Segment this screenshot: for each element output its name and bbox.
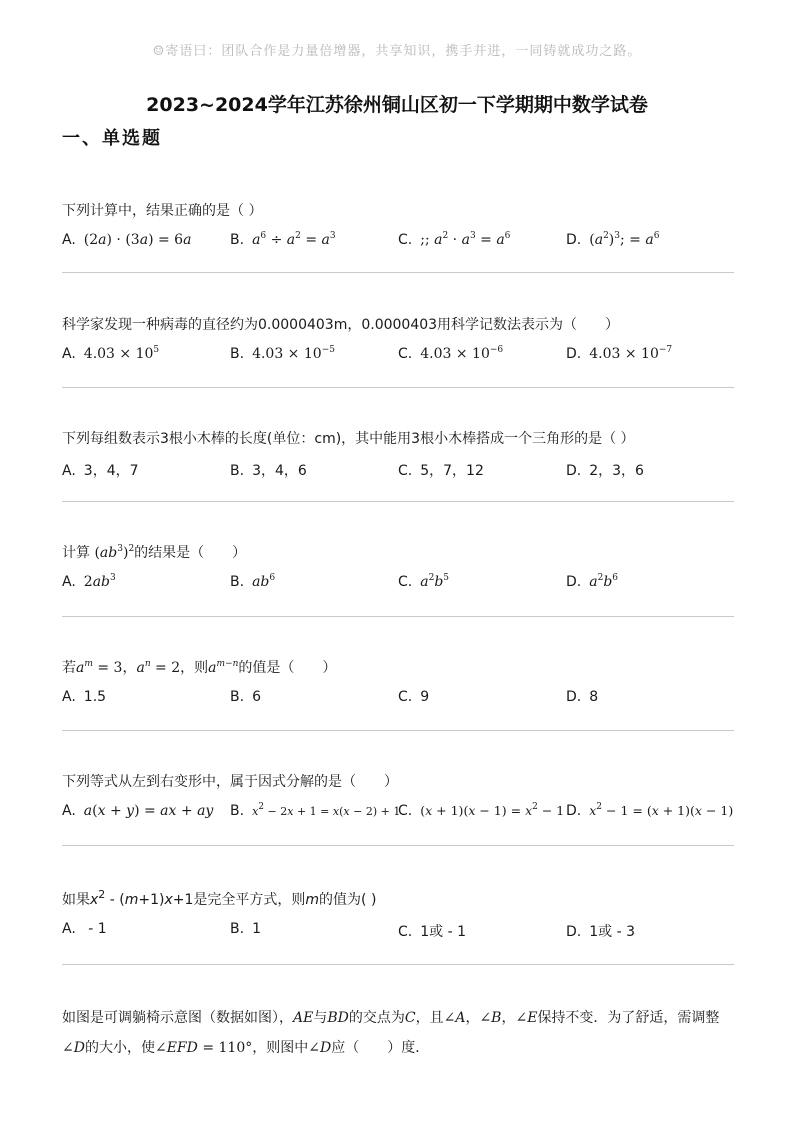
option-letter: B. xyxy=(230,689,245,705)
option-d[interactable] xyxy=(566,460,644,480)
option-letter: C. xyxy=(398,574,413,590)
option-letter: C. xyxy=(398,803,413,819)
option-letter: A. xyxy=(62,689,76,705)
option-a[interactable] xyxy=(62,232,191,248)
option-letter: C. xyxy=(398,232,413,248)
option-letter: B. xyxy=(230,574,245,590)
option-letter: B. xyxy=(230,463,245,479)
option-c[interactable] xyxy=(398,232,510,248)
option-text: $4.03 \times 10^{-6}$ xyxy=(420,345,504,362)
question-8 xyxy=(62,1003,734,1063)
option-d[interactable] xyxy=(566,921,635,941)
option-text: - 1 xyxy=(83,921,107,937)
option-d[interactable] xyxy=(566,689,598,705)
option-b[interactable] xyxy=(230,803,400,819)
option-letter: D. xyxy=(566,803,582,819)
question-stem: 下列等式从左到右变形中，属于因式分解的是（ ） xyxy=(62,774,398,790)
option-letter: A. xyxy=(62,574,76,590)
option-a[interactable] xyxy=(62,346,159,362)
question-4 xyxy=(62,542,734,598)
options-row xyxy=(62,574,734,598)
options-row xyxy=(62,803,734,827)
option-c[interactable] xyxy=(398,460,484,480)
question-stem: 计算 $(ab^3)^2$的结果是（ ） xyxy=(62,544,247,561)
divider xyxy=(62,616,734,617)
option-text: 2，3，6 xyxy=(589,463,644,479)
option-text: 1.5 xyxy=(83,689,107,705)
option-text: $a^2b^5$ xyxy=(420,573,450,590)
option-letter: A. xyxy=(62,346,76,362)
option-text: $2ab^3$ xyxy=(83,573,116,590)
option-text: a(x + y) = ax + ay xyxy=(83,803,214,819)
option-text: 3，4，7 xyxy=(83,463,139,479)
option-letter: B. xyxy=(230,921,245,937)
question-stem: 如果$x^2 - (m+1)x+1$是完全平方式，则m的值为( ) xyxy=(62,888,377,908)
option-letter: D. xyxy=(566,232,582,248)
question-6 xyxy=(62,771,734,827)
option-letter: A. xyxy=(62,803,76,819)
divider xyxy=(62,387,734,388)
divider xyxy=(62,845,734,846)
option-letter: D. xyxy=(566,924,582,940)
option-letter: D. xyxy=(566,463,582,479)
option-d[interactable] xyxy=(566,232,659,248)
option-b[interactable] xyxy=(230,921,261,937)
option-text: $x^2 - 1 = (x + 1)(x - 1)$ xyxy=(589,802,734,818)
option-letter: D. xyxy=(566,574,582,590)
option-c[interactable] xyxy=(398,689,429,705)
option-text: 8 xyxy=(589,689,599,705)
options-row xyxy=(62,460,734,484)
question-3 xyxy=(62,428,734,484)
question-stem: 若$a^m = 3$，$a^n = 2$，则$a^{m-n}$的值是（ ） xyxy=(62,659,337,676)
options-row xyxy=(62,346,734,370)
option-text: $(a^2)^3$; = $a^6$ xyxy=(589,231,660,248)
options-row xyxy=(62,232,734,256)
option-b[interactable] xyxy=(230,346,335,362)
paper-title: 2023~2024学年江苏徐州铜山区初一下学期期中数学试卷 xyxy=(146,94,648,116)
option-letter: C. xyxy=(398,924,413,940)
option-a[interactable] xyxy=(62,803,213,819)
option-text: $x^2 - 2x + 1 = x(x - 2) + 1$ xyxy=(252,802,401,818)
option-c[interactable] xyxy=(398,346,503,362)
option-a[interactable] xyxy=(62,921,107,937)
divider xyxy=(62,730,734,731)
option-letter: B. xyxy=(230,346,245,362)
options-row xyxy=(62,689,734,713)
option-text: $a^2b^6$ xyxy=(589,573,619,590)
option-c[interactable] xyxy=(398,921,466,941)
option-b[interactable] xyxy=(230,232,336,248)
question-1 xyxy=(62,200,734,256)
option-text: $(x + 1)(x - 1) = x^2 - 1$ xyxy=(420,802,565,818)
question-stem: 科学家发现一种病毒的直径约为0.0000403m，0.0000403用科学记数法表示为（ ） xyxy=(62,317,620,333)
option-text: 5，7，12 xyxy=(420,463,484,479)
option-letter: A. xyxy=(62,921,76,937)
option-text: 3，4，6 xyxy=(252,463,307,479)
option-text: $4.03 \times 10^{-7}$ xyxy=(589,345,673,362)
question-2 xyxy=(62,314,734,370)
option-a[interactable] xyxy=(62,574,116,590)
option-letter: B. xyxy=(230,232,245,248)
option-text: 1或 - 1 xyxy=(420,924,467,940)
option-text: 1 xyxy=(252,921,261,937)
option-d[interactable] xyxy=(566,803,733,819)
option-a[interactable] xyxy=(62,460,139,480)
section-title: 一、单选题 xyxy=(62,128,162,149)
divider xyxy=(62,272,734,273)
option-d[interactable] xyxy=(566,346,672,362)
divider xyxy=(62,964,734,965)
option-d[interactable] xyxy=(566,574,618,590)
option-letter: A. xyxy=(62,463,76,479)
option-text: (2a) · (3a) = 6a xyxy=(83,232,192,248)
option-text: 1或 - 3 xyxy=(589,924,636,940)
option-letter: A. xyxy=(62,232,76,248)
option-text: 9 xyxy=(420,689,430,705)
option-text: $a^6 \div a^2 = a^3$ xyxy=(252,231,336,248)
question-stem: 下列计算中，结果正确的是（ ） xyxy=(62,203,263,219)
question-stem: 下列每组数表示3根小木棒的长度(单位：cm)，其中能用3根小木棒搭成一个三角形的是（ ） xyxy=(62,431,635,447)
options-row xyxy=(62,921,734,945)
option-letter: C. xyxy=(398,689,413,705)
question-5 xyxy=(62,657,734,713)
option-text: $4.03 \times 10^5$ xyxy=(83,345,160,362)
option-b[interactable] xyxy=(230,689,261,705)
option-a[interactable] xyxy=(62,689,106,705)
option-letter: B. xyxy=(230,803,245,819)
option-text: $ab^6$ xyxy=(252,573,276,590)
question-stem: 如图是可调躺椅示意图（数据如图），AE与BD的交点为C，且∠A，∠B，∠E保持不变．为了舒适，需调整∠D的大小，使∠EFD = 110°，则图中∠D应（ ）度． xyxy=(62,1010,720,1056)
option-text: $4.03 \times 10^{-5}$ xyxy=(252,345,335,362)
option-text: 6 xyxy=(252,689,261,705)
option-b[interactable] xyxy=(230,460,307,480)
option-c[interactable] xyxy=(398,803,564,819)
option-letter: D. xyxy=(566,689,582,705)
option-letter: C. xyxy=(398,463,413,479)
divider xyxy=(62,501,734,502)
option-letter: D. xyxy=(566,346,582,362)
option-letter: C. xyxy=(398,346,413,362)
option-b[interactable] xyxy=(230,574,275,590)
option-c[interactable] xyxy=(398,574,449,590)
header-motto: ☺寄语曰：团队合作是力量倍增器，共享知识，携手并进，一同铸就成功之路。 xyxy=(152,44,642,59)
option-text: ;; $a^2 \cdot a^3 = a^6$ xyxy=(420,231,511,248)
question-7 xyxy=(62,889,734,945)
